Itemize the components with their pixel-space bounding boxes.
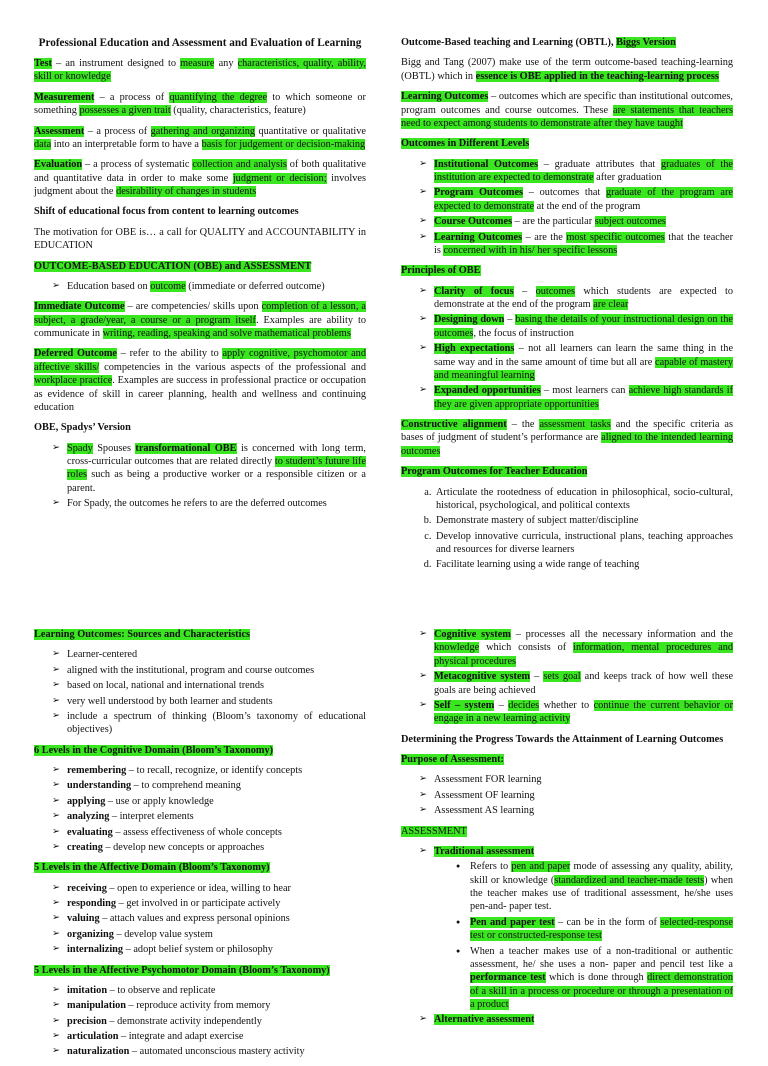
spady-list: [34, 442, 366, 511]
list-item: ➢ Metacognitive system – sets goal and keeps track of how well these goals are being achieved: [401, 670, 733, 697]
affective-heading: 5 Levels in the Affective Domain (Bloom’s Taxonomy): [34, 862, 270, 874]
list-item: ➢ aligned with the institutional, program and course outcomes: [34, 664, 366, 677]
bottom-left-column: [34, 628, 366, 1066]
list-item: ➢ Program Outcomes – outcomes that graduate of the program are expected to demonstrate at the end of the program: [401, 186, 733, 213]
list-item: ● Refers to pen and paper mode of assessing any quality, ability, skill or knowledge (standardized and teacher-made tests) when the teacher makes use of traditional assessment, he/she uses pen-and- paper test.: [437, 860, 733, 914]
systems-list: [401, 628, 733, 726]
list-item: ➢ internalizing – adopt belief system or philosophy: [34, 943, 366, 956]
measurement-definition: Measurement – a process of quantifying the degree to which someone or something possesses a given trait (quality, characteristics, feature): [34, 91, 366, 117]
list-item: ➢ Learner-centered: [34, 648, 366, 661]
affective-list: [34, 882, 366, 957]
psychomotor-list: [34, 984, 366, 1059]
list-item: ➢ articulation – integrate and adapt exercise: [34, 1030, 366, 1043]
assessment-types-list: [401, 845, 733, 858]
list-item: a. Articulate the rootedness of education in philosophical, socio-cultural, historical, psychological, and political contexts: [434, 486, 733, 513]
list-item: ➢ receiving – open to experience or idea, willing to hear: [34, 882, 366, 895]
list-item: ➢ Cognitive system – processes all the necessary information and the knowledge which consists of information, mental procedures and physical procedures: [401, 628, 733, 668]
top-right-column: [401, 36, 733, 579]
list-item: ➢ Spady Spouses transformational OBE is concerned with long term, cross-curricular outcomes that are related directly to student’s future life roles such as being a productive worker or a responsible citizen or a parent.: [34, 442, 366, 496]
obe-heading: OUTCOME-BASED EDUCATION (OBE) and ASSESSMENT: [34, 260, 312, 272]
list-item: ➢ valuing – attach values and express personal opinions: [34, 912, 366, 925]
purpose-heading: Purpose of Assessment:: [401, 754, 504, 765]
alternative-list: [401, 1013, 733, 1026]
principles-list: [401, 285, 733, 411]
list-item: ➢ Self – system – decides whether to continue the current behavior or engage in a new learning activity: [401, 699, 733, 726]
list-item: ➢ manipulation – reproduce activity from memory: [34, 999, 366, 1012]
list-item: ➢ Traditional assessment: [401, 845, 733, 858]
obtl-heading: Outcome-Based teaching and Learning (OBTL), Biggs Version: [401, 37, 676, 48]
list-item: ➢ analyzing – interpret elements: [34, 810, 366, 823]
list-item: ➢ Course Outcomes – are the particular subject outcomes: [401, 215, 733, 228]
list-item: ➢ For Spady, the outcomes he refers to are the deferred outcomes: [34, 497, 366, 510]
list-item: ➢ Clarity of focus – outcomes which students are expected to demonstrate at the end of the program are clear: [401, 285, 733, 312]
list-item: ➢ Assessment OF learning: [401, 789, 733, 802]
assessment-heading: ASSESSMENT: [401, 825, 467, 837]
list-item: ➢ Learning Outcomes – are the most specific outcomes that the teacher is concerned with in his/ her specific lessons: [401, 231, 733, 258]
list-item: ➢ Designing down – basing the details of your instructional design on the outcomes, the focus of instruction: [401, 313, 733, 340]
purpose-list: [401, 773, 733, 817]
obe-motivation: The motivation for OBE is… a call for QUALITY and ACCOUNTABILITY in EDUCATION: [34, 226, 366, 252]
lo-sources-heading: Learning Outcomes: Sources and Characteristics: [34, 629, 251, 640]
list-item: ➢ Assessment AS learning: [401, 804, 733, 817]
bigg-paragraph: Bigg and Tang (2007) make use of the term outcome-based teaching-learning (OBTL) which in essence is OBE applied in the teaching-learning process: [401, 57, 733, 82]
list-item: ➢ Alternative assessment: [401, 1013, 733, 1026]
bottom-right-column: [401, 628, 733, 1034]
levels-heading: Outcomes in Different Levels: [401, 138, 530, 150]
list-item: ➢ imitation – to observe and replicate: [34, 984, 366, 997]
list-item: ➢ include a spectrum of thinking (Bloom’s taxonomy of educational objectives): [34, 710, 366, 737]
constructive-alignment: Constructive alignment – the assessment tasks and the specific criteria as bases of judgment of student’s performance are aligned to the intended learning outcomes: [401, 419, 734, 457]
psychomotor-heading: 5 Levels in the Affective Psychomotor Domain (Bloom’s Taxonomy): [34, 964, 330, 976]
list-item: ● When a teacher makes use of a non-traditional or authentic assessment, he/ she uses a non- paper and pencil test like a performance test which is done through direct demonstration of a skill in a process or procedure or through a presentation of a product: [437, 945, 733, 1012]
list-item: ➢ understanding – to comprehend meaning: [34, 779, 366, 792]
list-item: ➢ applying – use or apply knowledge: [34, 795, 366, 808]
list-item: ➢ naturalization – automated unconscious mastery activity: [34, 1045, 366, 1058]
progress-heading: Determining the Progress Towards the Attainment of Learning Outcomes: [401, 733, 724, 745]
cognitive-list: [34, 764, 366, 854]
top-left-column: [34, 36, 366, 518]
list-item: ➢ Expanded opportunities – most learners can achieve high standards if they are given appropriate opportunities: [401, 384, 733, 411]
traditional-details-list: [437, 860, 733, 1011]
test-definition: Test – an instrument designed to measure any characteristics, quality, ability, skill or knowledge: [34, 58, 367, 83]
principles-heading: Principles of OBE: [401, 265, 481, 277]
assessment-definition: Assessment – a process of gathering and organizing quantitative or qualitative data into an interpretable form to have a basis for judgement or decision-making: [34, 125, 367, 150]
lo-sources-list: [34, 648, 366, 736]
list-item: ➢ organizing – develop value system: [34, 928, 366, 941]
list-item: ➢ evaluating – assess effectiveness of whole concepts: [34, 826, 366, 839]
list-item: ➢ Education based on outcome (immediate or deferred outcome): [34, 280, 366, 293]
list-item: ➢ Assessment FOR learning: [401, 773, 733, 786]
learning-outcomes-definition: Learning Outcomes – outcomes which are specific than institutional outcomes, program outcomes and course outcomes. These are statements that teachers need to expect among students to demonstrate after they have taught: [401, 91, 733, 129]
list-item: ● Pen and paper test – can be in the form of selected-response test or constructed-response test: [437, 916, 733, 943]
shift-heading: Shift of educational focus from content to learning outcomes: [34, 206, 299, 218]
list-item: ➢ Institutional Outcomes – graduate attributes that graduates of the institution are expected to demonstrate after graduation: [401, 158, 733, 185]
teacher-ed-heading: Program Outcomes for Teacher Education: [401, 466, 588, 478]
bottom-page: [0, 512, 768, 1058]
levels-list: [401, 158, 733, 258]
list-item: ➢ creating – develop new concepts or approaches: [34, 841, 366, 854]
list-item: ➢ responding – get involved in or participate actively: [34, 897, 366, 910]
deferred-outcome: Deferred Outcome – refer to the ability to apply cognitive, psychomotor and affective skills/ competencies in the various aspects of the professional and workplace practice. Examples are success in professional practice or occupation as evidence of skill in career planning, health and wellness and continuing education: [34, 348, 366, 413]
list-item: c. Develop innovative curricula, instructional plans, teaching approaches and resources for diverse learners: [434, 530, 733, 557]
list-item: d. Facilitate learning using a wide range of teaching: [434, 558, 733, 571]
obe-list: [34, 280, 366, 293]
cognitive-heading: 6 Levels in the Cognitive Domain (Bloom’s Taxonomy): [34, 744, 274, 756]
list-item: ➢ precision – demonstrate activity independently: [34, 1015, 366, 1028]
immediate-outcome: Immediate Outcome – are competencies/ skills upon completion of a lesson, a subject, a grade/year, a course or a program itself. Examples are ability to communicate in writing, reading, speaking and solve mathematical problems: [34, 301, 366, 340]
list-item: ➢ High expectations – not all learners can learn the same thing in the same way and in the same amount of time but all are capable of mastery and meaningful learning: [401, 342, 733, 382]
spady-heading: OBE, Spadys’ Version: [34, 422, 131, 434]
list-item: ➢ very well understood by both learner and students: [34, 695, 366, 708]
list-item: b. Demonstrate mastery of subject matter/discipline: [434, 514, 733, 527]
evaluation-definition: Evaluation – a process of systematic collection and analysis of both qualitative and quantitative data in order to make some judgment or decision; involves judgment about the desirability of changes in students: [34, 159, 367, 198]
document-title: Professional Education and Assessment and Evaluation of Learning: [38, 37, 362, 49]
list-item: ➢ based on local, national and international trends: [34, 679, 366, 692]
list-item: ➢ remembering – to recall, recognize, or identify concepts: [34, 764, 366, 777]
